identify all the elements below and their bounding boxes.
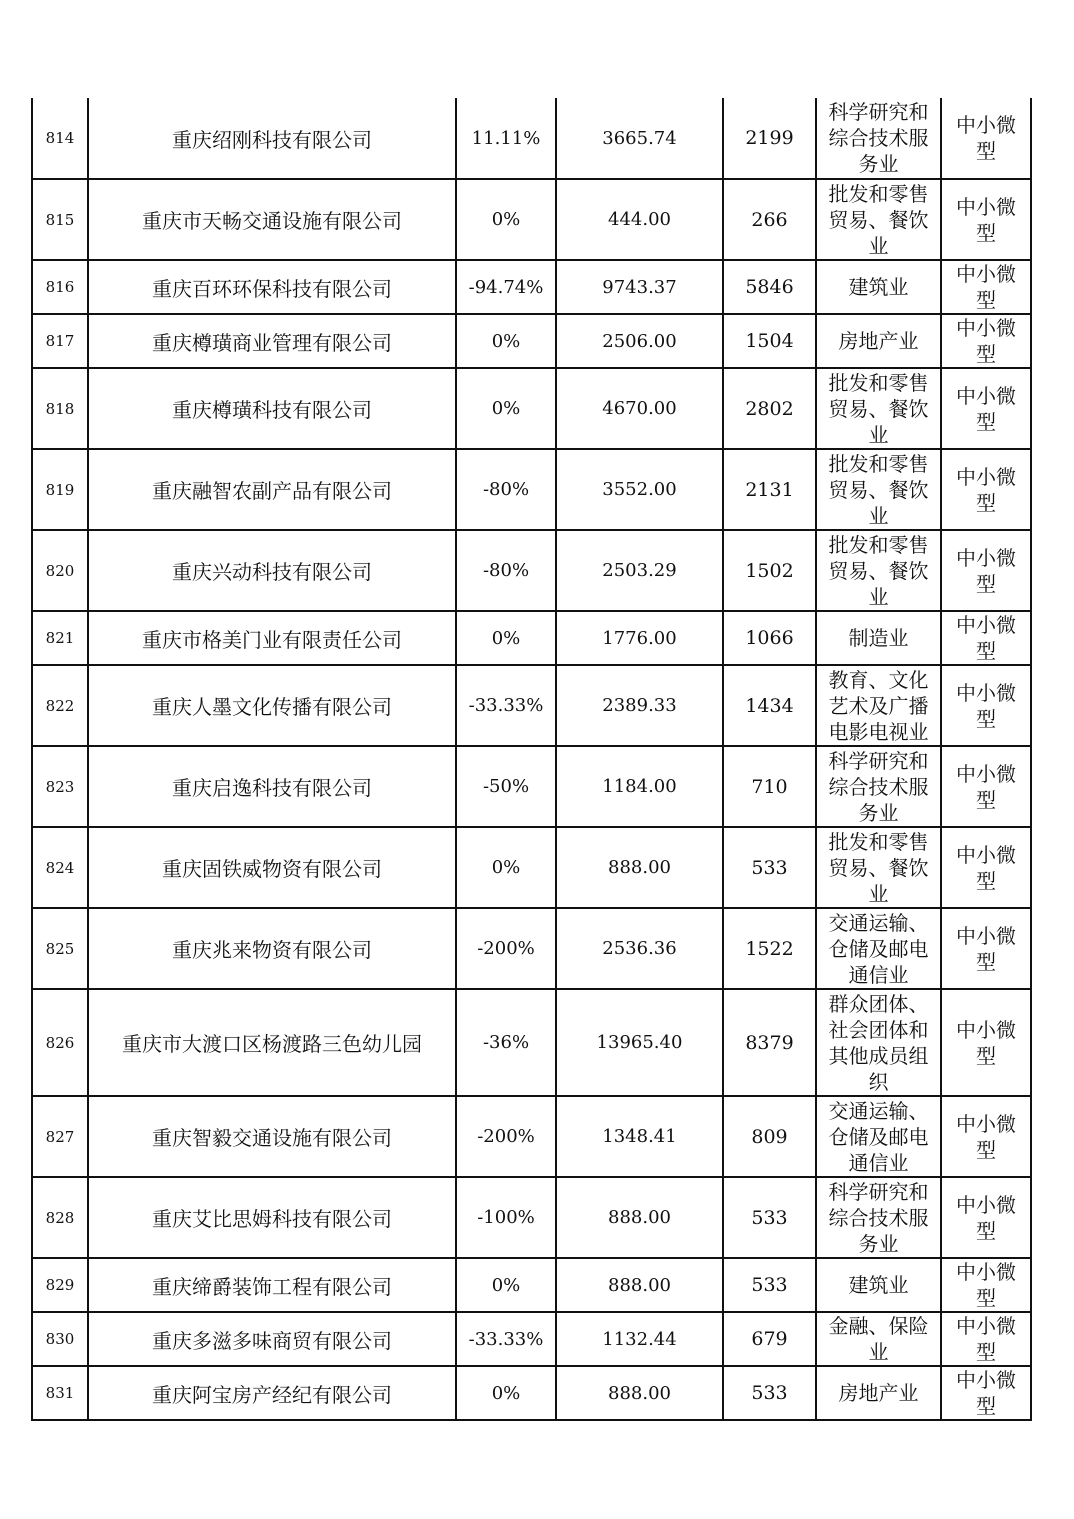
count-value-cell [723,530,816,611]
enterprise-type: 中小微型 [956,545,1016,596]
row-number: 823 [45,777,75,796]
industry-category: 批发和零售贸易、餐饮业 [828,829,929,906]
enterprise-type: 中小微型 [956,316,1016,366]
row-number: 830 [45,1330,75,1348]
enterprise-type-cell [941,1177,1031,1258]
count-value: 1066 [745,627,794,649]
row-number-cell [32,179,88,260]
enterprise-table [31,98,1032,1421]
change-rate: -80% [482,560,530,581]
change-rate: -80% [482,479,530,500]
industry-category: 房地产业 [838,1381,919,1405]
change-rate: -33.33% [468,1328,544,1350]
change-rate: 0% [491,398,521,419]
amount-value: 9743.37 [602,276,677,298]
amount-value: 888.00 [608,1382,671,1404]
company-name-cell [88,827,456,908]
row-number: 829 [45,1276,75,1294]
enterprise-type-cell [941,611,1031,665]
row-number: 820 [45,561,75,580]
change-rate: -200% [477,1126,535,1147]
company-name-cell [88,746,456,827]
company-name-cell [88,98,456,179]
industry-category-cell [816,314,941,368]
count-value: 8379 [745,1031,794,1054]
industry-category: 批发和零售贸易、餐饮业 [828,451,929,528]
change-rate-cell [456,314,556,368]
company-name-cell [88,989,456,1096]
enterprise-type: 中小微型 [956,1260,1016,1310]
enterprise-type-cell [941,1366,1031,1420]
enterprise-type: 中小微型 [956,1314,1016,1364]
amount-value-cell [556,98,723,179]
row-number: 827 [45,1127,75,1146]
enterprise-type: 中小微型 [956,680,1016,731]
amount-value: 2389.33 [602,695,677,716]
change-rate: 0% [491,330,521,352]
count-value: 1434 [745,694,794,717]
row-number-cell [32,98,88,179]
company-name-cell [88,1312,456,1366]
amount-value-cell [556,449,723,530]
count-value: 5846 [745,276,794,298]
industry-category-cell [816,665,941,746]
table-row [32,98,1031,179]
company-name: 重庆艾比思姆科技有限公司 [152,1207,392,1231]
amount-value: 1132.44 [602,1328,677,1350]
change-rate-cell [456,827,556,908]
row-number-cell [32,908,88,989]
row-number: 822 [45,696,75,715]
count-value: 2199 [745,127,794,149]
change-rate: -94.74% [468,276,544,298]
industry-category-cell [816,827,941,908]
industry-category: 金融、保险业 [828,1314,929,1364]
industry-category-cell [816,989,941,1096]
table-body [32,98,1031,1420]
amount-value-cell [556,989,723,1096]
amount-value-cell [556,1366,723,1420]
amount-value: 888.00 [608,1207,671,1228]
row-number: 816 [45,278,75,296]
company-name-cell [88,368,456,449]
company-name: 重庆市格美门业有限责任公司 [142,627,402,652]
company-name-cell [88,1258,456,1312]
company-name-cell [88,260,456,314]
enterprise-type-cell [941,746,1031,827]
amount-value: 444.00 [608,209,671,230]
enterprise-type-cell [941,449,1031,530]
row-number: 818 [45,399,75,418]
table-row [32,314,1031,368]
industry-category-cell [816,746,941,827]
company-name-cell [88,665,456,746]
amount-value-cell [556,611,723,665]
table-row [32,908,1031,989]
table-row [32,1177,1031,1258]
row-number-cell [32,1366,88,1420]
amount-value: 2536.36 [602,938,677,959]
industry-category-cell [816,260,941,314]
change-rate-cell [456,530,556,611]
company-name-cell [88,908,456,989]
count-value-cell [723,1366,816,1420]
company-name: 重庆融智农副产品有限公司 [152,479,392,503]
enterprise-type: 中小微型 [956,113,1016,163]
company-name-cell [88,179,456,260]
enterprise-type-cell [941,530,1031,611]
company-name: 重庆智毅交通设施有限公司 [152,1126,392,1150]
company-name: 重庆绍刚科技有限公司 [172,127,372,152]
industry-category: 交通运输、仓储及邮电通信业 [828,910,929,987]
company-name: 重庆樽璜商业管理有限公司 [152,330,392,355]
company-name: 重庆兆来物资有限公司 [172,938,372,962]
table-row [32,746,1031,827]
industry-category: 建筑业 [848,1273,909,1297]
count-value-cell [723,179,816,260]
change-rate: -36% [482,1032,530,1053]
change-rate-cell [456,368,556,449]
amount-value: 888.00 [608,857,671,878]
amount-value-cell [556,827,723,908]
change-rate: -100% [477,1207,535,1228]
industry-category-cell [816,530,941,611]
company-name: 重庆兴动科技有限公司 [172,560,372,584]
change-rate-cell [456,449,556,530]
count-value: 710 [751,775,788,798]
table-row [32,260,1031,314]
enterprise-type-cell [941,827,1031,908]
table-row [32,1366,1031,1420]
enterprise-type: 中小微型 [956,1017,1016,1068]
enterprise-type: 中小微型 [956,464,1016,515]
count-value: 533 [751,1274,788,1296]
change-rate-cell [456,746,556,827]
company-name: 重庆市大渡口区杨渡路三色幼儿园 [122,1032,422,1056]
industry-category: 批发和零售贸易、餐饮业 [828,181,929,258]
enterprise-type-cell [941,908,1031,989]
count-value: 533 [751,1382,788,1404]
change-rate: 0% [491,627,521,649]
enterprise-type: 中小微型 [956,613,1016,663]
amount-value-cell [556,665,723,746]
industry-category: 建筑业 [848,275,909,299]
count-value-cell [723,908,816,989]
company-name: 重庆市天畅交通设施有限公司 [142,209,402,233]
company-name: 重庆多滋多味商贸有限公司 [152,1328,392,1353]
change-rate-cell [456,1177,556,1258]
row-number-cell [32,449,88,530]
table-row [32,1258,1031,1312]
amount-value-cell [556,1177,723,1258]
industry-category: 房地产业 [838,329,919,353]
enterprise-type-cell [941,368,1031,449]
change-rate-cell [456,1312,556,1366]
row-number-cell [32,611,88,665]
amount-value-cell [556,368,723,449]
row-number-cell [32,1312,88,1366]
industry-category-cell [816,449,941,530]
industry-category: 群众团体、社会团体和其他成员组织 [828,991,929,1094]
industry-category-cell [816,98,941,179]
count-value-cell [723,1312,816,1366]
industry-category: 科学研究和综合技术服务业 [828,1179,929,1256]
enterprise-type: 中小微型 [956,1368,1016,1418]
industry-category-cell [816,1258,941,1312]
company-name-cell [88,314,456,368]
enterprise-type: 中小微型 [956,383,1016,434]
count-value: 533 [751,1206,788,1229]
enterprise-type-cell [941,1312,1031,1366]
change-rate-cell [456,260,556,314]
change-rate-cell [456,179,556,260]
table-row [32,989,1031,1096]
enterprise-type-cell [941,1096,1031,1177]
change-rate-cell [456,1096,556,1177]
row-number-cell [32,1177,88,1258]
row-number: 831 [45,1384,75,1402]
count-value-cell [723,368,816,449]
industry-category: 批发和零售贸易、餐饮业 [828,532,929,609]
industry-category-cell [816,611,941,665]
change-rate-cell [456,1366,556,1420]
count-value-cell [723,665,816,746]
amount-value-cell [556,1258,723,1312]
company-name-cell [88,1366,456,1420]
count-value-cell [723,449,816,530]
company-name: 重庆百环环保科技有限公司 [152,276,392,301]
industry-category: 制造业 [848,626,909,650]
company-name: 重庆固铁威物资有限公司 [162,857,382,881]
row-number: 819 [45,480,75,499]
count-value-cell [723,827,816,908]
amount-value: 1348.41 [602,1126,677,1147]
table-row [32,611,1031,665]
row-number: 825 [45,939,75,958]
count-value: 1522 [745,937,794,960]
table-row [32,368,1031,449]
amount-value: 3552.00 [602,479,677,500]
change-rate: -50% [482,776,530,797]
count-value: 533 [751,856,788,879]
industry-category: 教育、文化艺术及广播电影电视业 [828,667,929,744]
enterprise-type: 中小微型 [956,1192,1016,1243]
amount-value: 1184.00 [602,776,677,797]
industry-category: 科学研究和综合技术服务业 [828,100,929,176]
data-table-container [31,98,1026,1421]
amount-value-cell [556,1312,723,1366]
company-name: 重庆人墨文化传播有限公司 [152,695,392,719]
enterprise-type-cell [941,314,1031,368]
enterprise-type: 中小微型 [956,761,1016,812]
company-name: 重庆樽璜科技有限公司 [172,398,372,422]
amount-value: 3665.74 [602,127,677,149]
company-name-cell [88,611,456,665]
enterprise-type: 中小微型 [956,262,1016,312]
change-rate: -33.33% [468,695,544,716]
company-name: 重庆缔爵装饰工程有限公司 [152,1274,392,1299]
enterprise-type: 中小微型 [956,1111,1016,1162]
change-rate-cell [456,665,556,746]
count-value: 1502 [745,559,794,582]
company-name: 重庆启逸科技有限公司 [172,776,372,800]
amount-value: 2506.00 [602,330,677,352]
count-value-cell [723,1177,816,1258]
change-rate-cell [456,1258,556,1312]
change-rate: 0% [491,1274,521,1296]
amount-value-cell [556,260,723,314]
row-number: 815 [45,210,75,229]
enterprise-type: 中小微型 [956,923,1016,974]
company-name-cell [88,1177,456,1258]
amount-value-cell [556,179,723,260]
count-value-cell [723,314,816,368]
enterprise-type-cell [941,98,1031,179]
enterprise-type-cell [941,260,1031,314]
change-rate-cell [456,908,556,989]
company-name-cell [88,1096,456,1177]
count-value-cell [723,746,816,827]
row-number-cell [32,746,88,827]
table-row [32,827,1031,908]
count-value-cell [723,1258,816,1312]
industry-category-cell [816,1177,941,1258]
table-row [32,179,1031,260]
change-rate: -200% [477,938,535,959]
industry-category-cell [816,368,941,449]
change-rate-cell [456,98,556,179]
count-value-cell [723,989,816,1096]
count-value-cell [723,260,816,314]
enterprise-type: 中小微型 [956,842,1016,893]
row-number-cell [32,260,88,314]
industry-category: 交通运输、仓储及邮电通信业 [828,1098,929,1175]
industry-category-cell [816,1366,941,1420]
industry-category-cell [816,179,941,260]
row-number: 814 [45,129,75,147]
change-rate: 0% [491,1382,521,1404]
count-value: 2802 [745,397,794,420]
count-value: 266 [751,208,788,231]
count-value: 809 [751,1125,788,1148]
industry-category-cell [816,1096,941,1177]
change-rate-cell [456,989,556,1096]
amount-value: 13965.40 [596,1032,683,1053]
enterprise-type-cell [941,989,1031,1096]
count-value-cell [723,611,816,665]
count-value: 679 [751,1328,788,1350]
row-number-cell [32,989,88,1096]
amount-value-cell [556,530,723,611]
amount-value-cell [556,314,723,368]
count-value: 1504 [745,330,794,352]
row-number-cell [32,1096,88,1177]
amount-value: 888.00 [608,1274,671,1296]
change-rate: 0% [491,857,521,878]
row-number: 826 [45,1033,75,1052]
row-number-cell [32,1258,88,1312]
count-value: 2131 [745,478,794,501]
count-value-cell [723,98,816,179]
amount-value-cell [556,746,723,827]
enterprise-type-cell [941,179,1031,260]
industry-category: 科学研究和综合技术服务业 [828,748,929,825]
row-number-cell [32,314,88,368]
change-rate: 11.11% [471,127,541,149]
enterprise-type-cell [941,1258,1031,1312]
company-name-cell [88,530,456,611]
row-number-cell [32,827,88,908]
row-number: 824 [45,858,75,877]
row-number-cell [32,530,88,611]
company-name: 重庆阿宝房产经纪有限公司 [152,1382,392,1407]
amount-value: 2503.29 [602,560,677,581]
amount-value: 4670.00 [602,398,677,419]
enterprise-type-cell [941,665,1031,746]
row-number: 821 [45,629,75,647]
change-rate-cell [456,611,556,665]
amount-value-cell [556,1096,723,1177]
table-row [32,1312,1031,1366]
row-number: 817 [45,332,75,350]
count-value-cell [723,1096,816,1177]
row-number-cell [32,368,88,449]
industry-category-cell [816,908,941,989]
table-row [32,665,1031,746]
table-row [32,530,1031,611]
row-number: 828 [45,1208,75,1227]
industry-category-cell [816,1312,941,1366]
table-row [32,449,1031,530]
amount-value-cell [556,908,723,989]
row-number-cell [32,665,88,746]
table-row [32,1096,1031,1177]
amount-value: 1776.00 [602,627,677,649]
change-rate: 0% [491,209,521,230]
company-name-cell [88,449,456,530]
industry-category: 批发和零售贸易、餐饮业 [828,370,929,447]
enterprise-type: 中小微型 [956,194,1016,245]
